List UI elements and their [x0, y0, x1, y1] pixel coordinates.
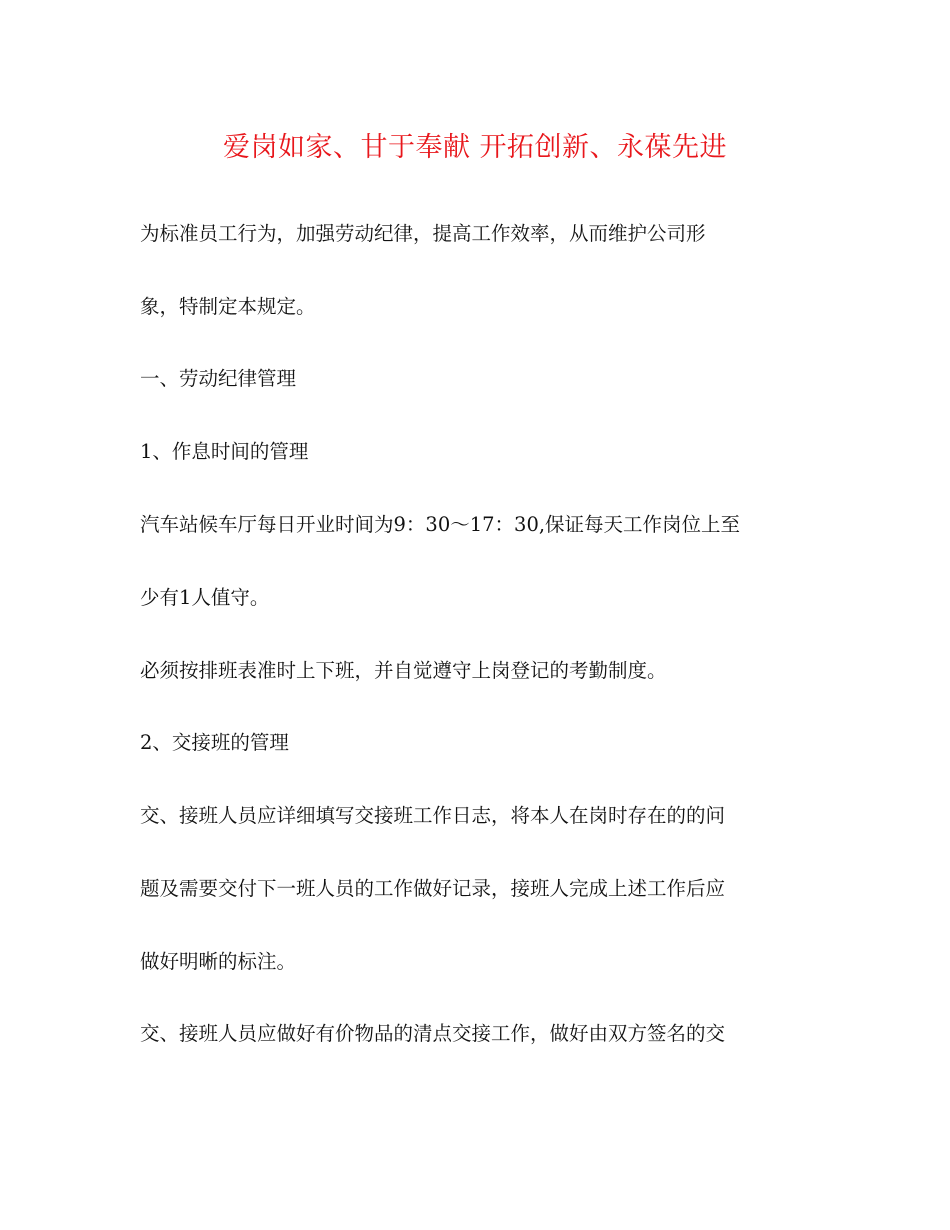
paragraph-line: 象，特制定本规定。 [140, 295, 316, 318]
paragraph-line: 汽车站候车厅每日开业时间为9：30～17：30,保证每天工作岗位上至 [140, 513, 741, 536]
paragraph-line: 交、接班人员应详细填写交接班工作日志，将本人在岗时存在的的问 [140, 804, 726, 827]
subsection-heading: 1、作息时间的管理 [140, 440, 309, 463]
paragraph-line: 少有1人值守。 [140, 586, 270, 609]
paragraph-line: 为标准员工行为，加强劳动纪律，提高工作效率，从而维护公司形 [140, 222, 706, 245]
document-title: 爱岗如家、甘于奉献 开拓创新、永葆先进 [222, 132, 728, 163]
paragraph-line: 交、接班人员应做好有价物品的清点交接工作，做好由双方签名的交 [140, 1022, 726, 1045]
section-heading: 一、劳动纪律管理 [140, 367, 297, 390]
paragraph-line: 做好明晰的标注。 [140, 950, 297, 973]
subsection-heading: 2、交接班的管理 [140, 731, 289, 754]
paragraph-line: 题及需要交付下一班人员的工作做好记录，接班人完成上述工作后应 [140, 877, 726, 900]
paragraph-line: 必须按排班表准时上下班，并自觉遵守上岗登记的考勤制度。 [140, 659, 667, 682]
